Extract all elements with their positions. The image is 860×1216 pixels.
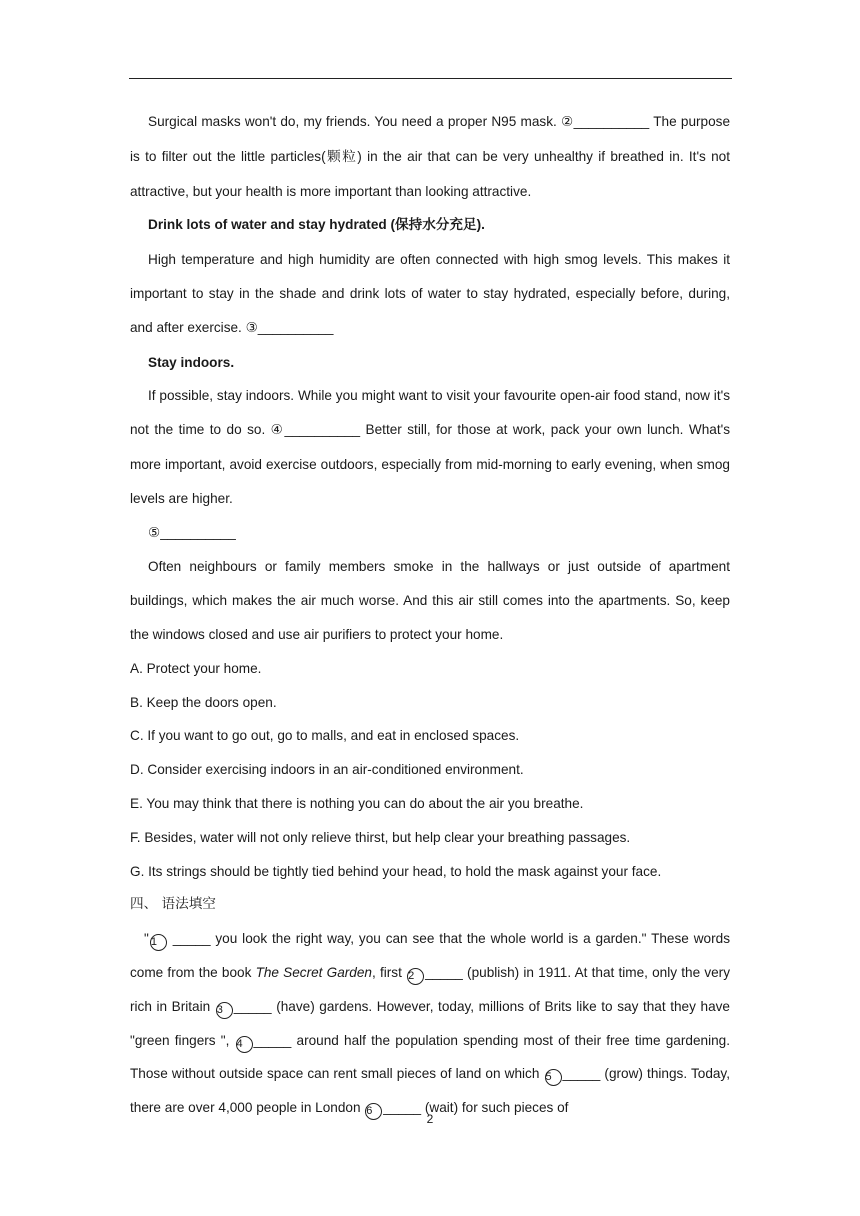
option-e: E. You may think that there is nothing you can do about the air you breathe.: [130, 795, 584, 811]
document-body: [130, 105, 730, 1125]
text: _____ (publish) in 1911. At that time, only the very rich in Britain: [130, 964, 731, 1014]
text: Better still, for those at work, pack your own lunch. What's more important, avoid exercise outdoors, especially from mid-morning to early evening, when smog levels are higher.: [130, 422, 730, 506]
page-number: 2: [426, 1112, 434, 1126]
answer-blank-2[interactable]: __________: [573, 114, 650, 129]
text: ) in the air that can be very unhealthy if breathed in. It's not attractive, but your health is more important than looking attractive.: [130, 148, 731, 199]
paragraph-indoors: [130, 379, 730, 515]
text: The purpose is to filter out the little particles(: [130, 114, 731, 164]
blank-number-4: 4: [236, 1036, 253, 1053]
option-a: A. Protect your home.: [130, 660, 262, 676]
section-heading: 四、 语法填空: [130, 896, 216, 913]
book-title: The Secret Garden: [255, 964, 372, 980]
text: Surgical masks won't do, my friends. You need a proper N95 mask.: [148, 114, 561, 129]
blank-number-6: 6: [365, 1103, 382, 1120]
blank-number-5: ⑤: [148, 524, 161, 541]
blank-number-4: ④: [270, 422, 285, 439]
subheading-blank-5: [130, 516, 730, 551]
text: ).: [476, 217, 485, 233]
subheading-indoors: Stay indoors.: [148, 354, 235, 370]
paragraph-mask: [130, 105, 730, 208]
blank-number-5: 5: [545, 1069, 562, 1086]
blank-number-3: ③: [245, 319, 258, 336]
subheading-hydrated: [130, 208, 730, 243]
answer-blank-5[interactable]: __________: [160, 524, 236, 540]
text: If possible, stay indoors. While you might want to visit your favourite open-air food stand, now it's not the time to do so.: [130, 388, 730, 438]
text: _____ (wait) for such pieces of: [383, 1100, 569, 1116]
text: _____ (have) gardens. However, today, millions of Brits like to say that they have "green fingers ",: [130, 998, 730, 1048]
blank-number-2: ②: [561, 114, 574, 130]
header-rule: [129, 78, 732, 79]
option-d: D. Consider exercising indoors in an air-conditioned environment.: [130, 762, 524, 778]
blank-number-1: 1: [150, 934, 167, 951]
option-c: C. If you want to go out, go to malls, and eat in enclosed spaces.: [130, 728, 520, 744]
text: , first: [372, 964, 407, 980]
text: High temperature and high humidity are often connected with high smog levels. This makes it important to stay in the shade and drink lots of water to stay hydrated, especially before, during, and after exercise.: [130, 252, 730, 335]
option-g: G. Its strings should be tightly tied behind your head, to hold the mask against your face.: [130, 863, 662, 879]
text: _____ around half the population spending most of their free time gardening. Those without outside space can rent small pieces of land on which: [130, 1032, 730, 1082]
text: _____ (grow) things. Today, there are over 4,000 people in London: [130, 1066, 730, 1116]
answer-blank-3[interactable]: __________: [257, 319, 334, 335]
answer-blank-4[interactable]: __________: [284, 422, 361, 438]
paragraph-smoke: Often neighbours or family members smoke in the hallways or just outside of apartment buildings, which makes the air much worse. And this air still comes into the apartments. So, keep the windows closed and use air purifiers to protect your home.: [130, 559, 730, 642]
blank-number-2: 2: [407, 968, 424, 985]
option-b: B. Keep the doors open.: [130, 694, 277, 710]
text: ": [144, 931, 149, 947]
chinese-gloss: 保持水分充足: [395, 217, 477, 234]
text: _____ you look the right way, you can see that the whole world is a garden." These words come from the book: [130, 931, 730, 980]
grammar-passage: [130, 922, 730, 1125]
text: Drink lots of water and stay hydrated (: [148, 217, 396, 233]
blank-number-3: 3: [216, 1002, 233, 1019]
paragraph-humidity: [130, 243, 730, 345]
option-f: F. Besides, water will not only relieve thirst, but help clear your breathing passages.: [130, 829, 631, 845]
chinese-gloss: 颗粒: [325, 148, 358, 165]
